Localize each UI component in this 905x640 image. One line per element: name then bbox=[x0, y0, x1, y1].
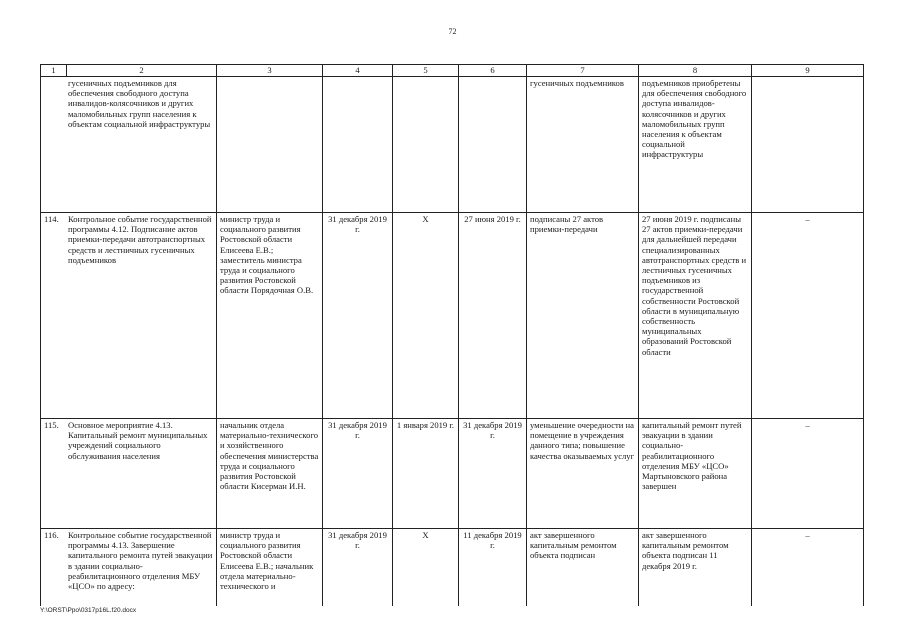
cell-note: – bbox=[752, 419, 864, 529]
cell-executor: начальник отдела материально-технического и хозяйственного обеспечения министерства труда и социального развития Ростовской области Кисерман И.Н. bbox=[217, 419, 323, 529]
cell-title bbox=[41, 419, 217, 529]
page-number: 72 bbox=[448, 27, 457, 36]
col-header: 9 bbox=[752, 65, 864, 77]
cell-plan-date: 31 декабря 2019 г. bbox=[323, 529, 393, 607]
row-title: Контрольное событие государственной программы 4.13. Завершение капитального ремонта путей эвакуации в здании социально-реабилитационного отделения МБУ «ЦСО» по адресу: bbox=[68, 530, 213, 592]
table-row bbox=[41, 77, 864, 213]
row-title: Контрольное событие государственной программы 4.12. Подписание актов приемки-передачи автотранспортных средств и лестничных гусеничных подъемников bbox=[68, 214, 212, 265]
col-header: 7 bbox=[527, 65, 639, 77]
cell-end bbox=[459, 77, 527, 213]
cell-title bbox=[41, 529, 217, 607]
cell-start: Х bbox=[393, 213, 459, 419]
cell-end: 11 декабря 2019 г. bbox=[459, 529, 527, 607]
cell-title bbox=[41, 77, 217, 213]
row-number: 115. bbox=[44, 420, 59, 430]
cell-note bbox=[752, 77, 864, 213]
table-row bbox=[41, 419, 864, 529]
footer-file-path: Y:\ORST\Ppo\0317p16L.f20.docx bbox=[40, 607, 137, 614]
cell-expected: уменьшение очередности на помещение в учреждения данного типа; повышение качества оказываемых услуг bbox=[527, 419, 639, 529]
cell-note: – bbox=[752, 529, 864, 607]
header-row bbox=[41, 65, 864, 77]
col-header: 2 bbox=[67, 65, 217, 77]
cell-executor bbox=[217, 77, 323, 213]
cell-end: 27 июня 2019 г. bbox=[459, 213, 527, 419]
row-title: гусеничных подъемников для обеспечения свободного доступа инвалидов-колясочников и других маломобильных групп населения к объектам социальной инфраструктуры bbox=[68, 78, 211, 129]
table-row bbox=[41, 213, 864, 419]
cell-expected: гусеничных подъемников bbox=[527, 77, 639, 213]
cell-start: 1 января 2019 г. bbox=[393, 419, 459, 529]
table-row bbox=[41, 529, 864, 607]
col-header: 3 bbox=[217, 65, 323, 77]
cell-start bbox=[393, 77, 459, 213]
col-header: 1 bbox=[41, 65, 67, 77]
row-number: 114. bbox=[44, 214, 59, 224]
row-title: Основное мероприятие 4.13. Капитальный ремонт муниципальных учреждений социального обслуживания населения bbox=[68, 420, 208, 461]
cell-note: – bbox=[752, 213, 864, 419]
cell-expected: акт завершенного капитальным ремонтом объекта подписан bbox=[527, 529, 639, 607]
cell-actual: акт завершенного капитальным ремонтом объекта подписан 11 декабря 2019 г. bbox=[639, 529, 752, 607]
cell-start: Х bbox=[393, 529, 459, 607]
cell-actual: подъемников приобретены для обеспечения свободного доступа инвалидов-колясочников и других маломобильных групп населения к объектам социальной инфраструктуры bbox=[639, 77, 752, 213]
cell-executor: министр труда и социального развития Ростовской области Елисеева Е.В.; начальник отдела материально-технического и bbox=[217, 529, 323, 607]
cell-plan-date: 31 декабря 2019 г. bbox=[323, 213, 393, 419]
cell-plan-date: 31 декабря 2019 г. bbox=[323, 419, 393, 529]
col-header: 5 bbox=[393, 65, 459, 77]
row-number: 116. bbox=[44, 530, 59, 540]
col-header: 6 bbox=[459, 65, 527, 77]
cell-title bbox=[41, 213, 217, 419]
cell-actual: 27 июня 2019 г. подписаны 27 актов приемки-передачи для дальнейшей передачи специализированных автотранспортных средств и лестничных гусеничных подъемников из государственной собственности Ростовской области в муниципальную собственность муниципальных образований Ростовской области bbox=[639, 213, 752, 419]
cell-actual: капитальный ремонт путей эвакуации в здании социально-реабилитационного отделения МБУ «ЦСО» Мартыновского района завершен bbox=[639, 419, 752, 529]
report-table bbox=[40, 64, 864, 606]
col-header: 8 bbox=[639, 65, 752, 77]
cell-expected: подписаны 27 актов приемки-передачи bbox=[527, 213, 639, 419]
cell-executor: министр труда и социального развития Ростовской области Елисеева Е.В.; заместитель министра труда и социального развития Ростовской области Порядочная О.В. bbox=[217, 213, 323, 419]
cell-plan-date bbox=[323, 77, 393, 213]
cell-end: 31 декабря 2019 г. bbox=[459, 419, 527, 529]
col-header: 4 bbox=[323, 65, 393, 77]
